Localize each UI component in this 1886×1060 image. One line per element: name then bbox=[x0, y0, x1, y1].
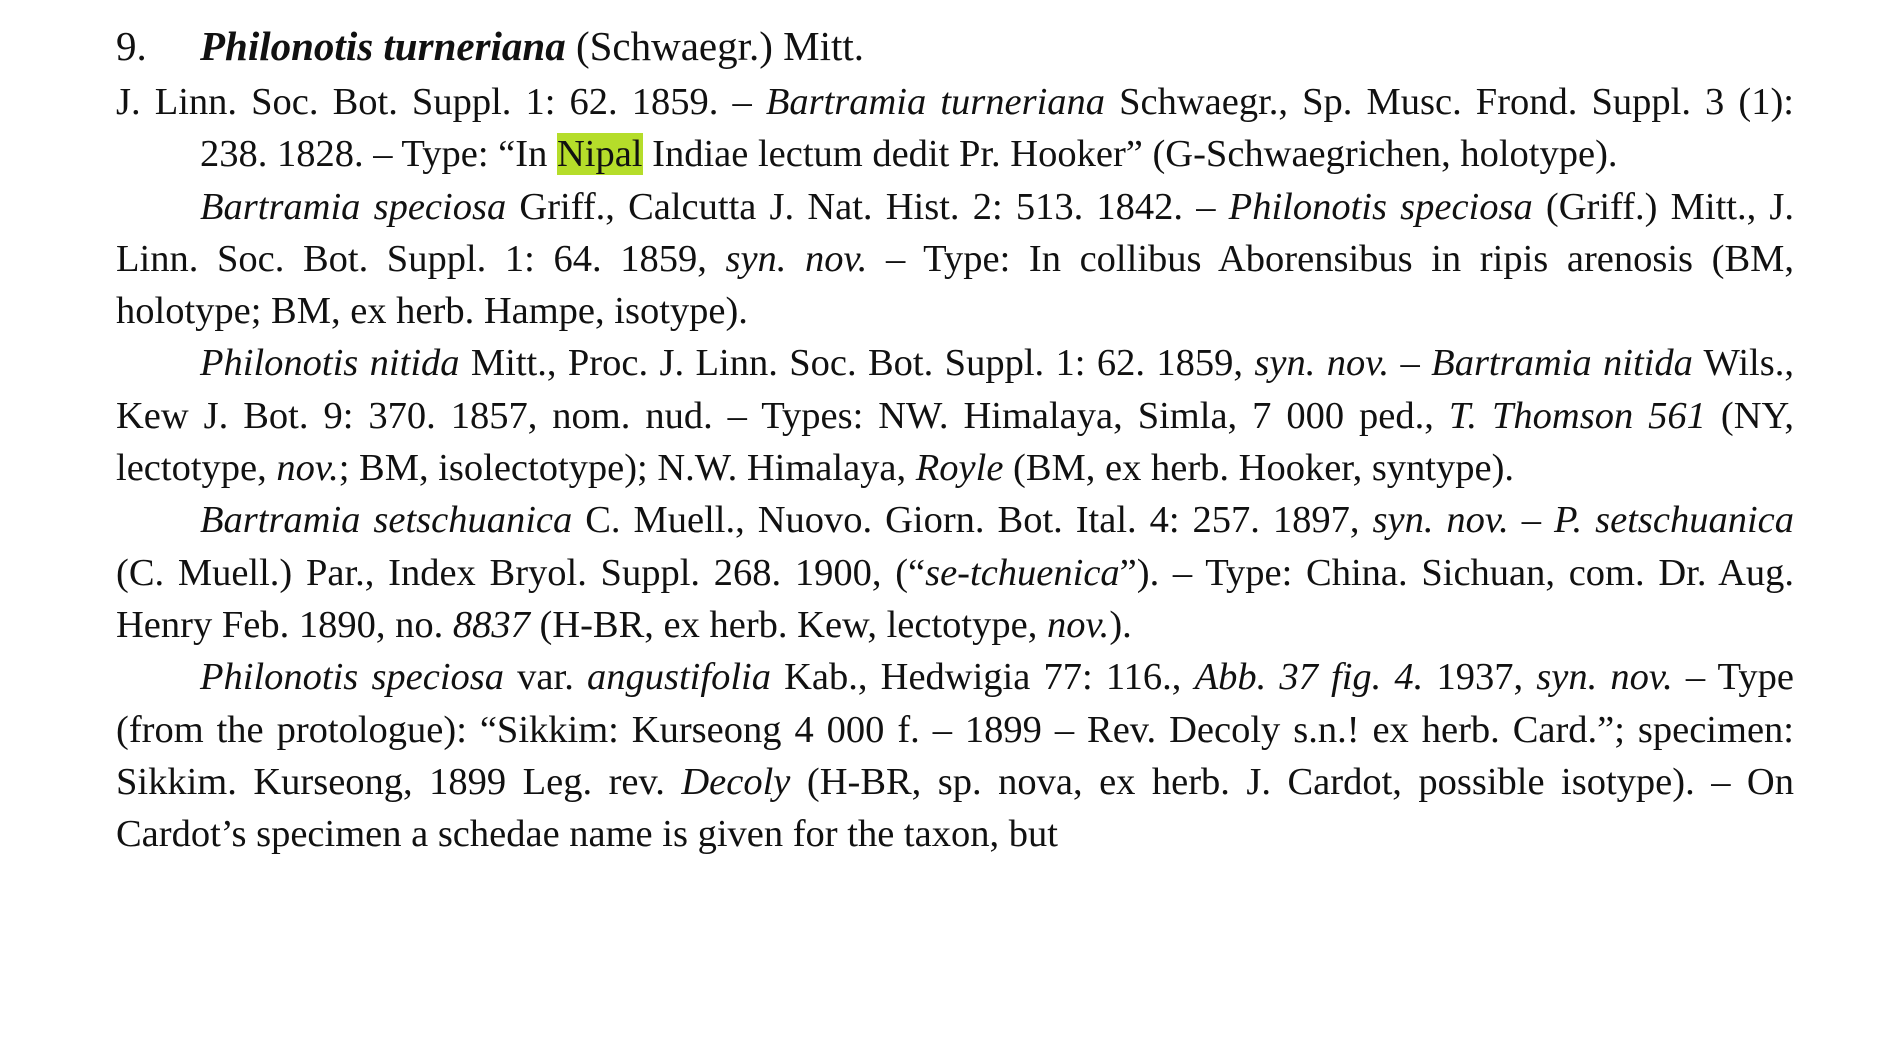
italic-text: Bartramia nitida bbox=[1431, 342, 1693, 385]
text-segment: – Type: In collibus Aborensibus in ripis arenosis (BM, holotype; BM, ex herb. Hampe, isotype). bbox=[116, 237, 1794, 333]
synonymy-paragraph bbox=[116, 181, 1794, 338]
text-segment: Schwaegr., Sp. Musc. Frond. Suppl. 3 (1): 238. 1828. – Type: “In bbox=[200, 81, 1794, 176]
text-segment: (H-BR, ex herb. Kew, lectotype, bbox=[529, 603, 1047, 646]
synonymy-body bbox=[116, 76, 1794, 860]
italic-text: nov. bbox=[276, 447, 339, 490]
text-segment: (Griff.) Mitt., J. Linn. Soc. Bot. Suppl. 1: 64. 1859, bbox=[116, 185, 1794, 280]
highlighted-text: Nipal bbox=[556, 133, 643, 176]
document-page bbox=[116, 18, 1794, 860]
text-segment: – bbox=[1508, 499, 1554, 542]
italic-text: nov. bbox=[1046, 603, 1110, 646]
italic-text: Philonotis speciosa bbox=[200, 656, 505, 699]
species-authority: (Schwaegr.) Mitt. bbox=[565, 23, 865, 69]
species-name: Philonotis turneriana bbox=[200, 23, 566, 69]
italic-text: Decoly bbox=[681, 760, 791, 803]
text-segment: Kab., Hedwigia 77: 116., bbox=[770, 656, 1195, 699]
italic-text: syn. nov. bbox=[1254, 342, 1390, 385]
species-number: 9. bbox=[116, 23, 147, 69]
text-segment: C. Muell., Nuovo. Giorn. Bot. Ital. 4: 257. 1897, bbox=[572, 499, 1373, 542]
italic-text: Bartramia setschuanica bbox=[200, 499, 573, 542]
text-segment: ”). – Type: China. Sichuan, com. Dr. Aug. Henry Feb. 1890, no. bbox=[116, 551, 1794, 646]
italic-text: syn. nov. bbox=[1372, 499, 1509, 542]
italic-text: Philonotis speciosa bbox=[1228, 185, 1533, 228]
text-segment: J. Linn. Soc. Bot. Suppl. 1: 62. 1859. – bbox=[116, 81, 766, 123]
text-segment: Mitt., Proc. J. Linn. Soc. Bot. Suppl. 1: 62. 1859, bbox=[459, 342, 1255, 385]
text-segment: Wils., Kew J. Bot. 9: 370. 1857, nom. nud. – Types: NW. Himalaya, Simla, 7 000 ped., bbox=[116, 342, 1794, 437]
italic-text: Philonotis nitida bbox=[200, 342, 460, 385]
synonymy-paragraph bbox=[116, 494, 1794, 651]
text-segment: – Type (from the protologue): “Sikkim: Kurseong 4 000 f. – 1899 – Rev. Decoly s.n.! ex herb. Card.”; specimen: Sikkim. Kurseong, 1899 Leg. rev. bbox=[116, 656, 1794, 803]
text-segment: (NY, lectotype, bbox=[116, 394, 1794, 490]
italic-text: Abb. 37 fig. 4. bbox=[1194, 656, 1424, 699]
species-heading bbox=[116, 18, 1794, 74]
italic-text: syn. nov. bbox=[725, 237, 868, 280]
italic-text: angustifolia bbox=[587, 656, 771, 699]
text-segment: var. bbox=[504, 656, 587, 699]
italic-text: Royle bbox=[915, 447, 1004, 490]
synonymy-paragraph bbox=[116, 76, 1794, 181]
text-segment: ). bbox=[1109, 603, 1132, 646]
italic-text: P. setschuanica bbox=[1553, 499, 1794, 542]
text-segment: Griff., Calcutta J. Nat. Hist. 2: 513. 1842. – bbox=[506, 185, 1229, 228]
text-segment: ; BM, isolectotype); N.W. Himalaya, bbox=[338, 447, 916, 490]
text-segment: Indiae lectum dedit Pr. Hooker” (G-Schwaegrichen, holotype). bbox=[642, 133, 1618, 176]
synonymy-paragraph bbox=[116, 337, 1794, 494]
italic-text: Bartramia speciosa bbox=[200, 185, 507, 228]
italic-text: syn. nov. bbox=[1536, 656, 1673, 699]
text-segment: – bbox=[1389, 342, 1432, 385]
synonymy-paragraph bbox=[116, 651, 1794, 860]
italic-text: T. Thomson 561 bbox=[1448, 394, 1706, 437]
text-segment: (H-BR, sp. nova, ex herb. J. Cardot, possible isotype). – On Cardot’s specimen a schedae name is given for the taxon, but bbox=[116, 760, 1794, 856]
italic-text: Bartramia turneriana bbox=[765, 81, 1106, 123]
text-segment: 1937, bbox=[1423, 656, 1537, 699]
italic-text: se-tchuenica bbox=[925, 551, 1120, 594]
text-segment: (BM, ex herb. Hooker, syntype). bbox=[1003, 447, 1515, 490]
italic-text: 8837 bbox=[452, 603, 530, 646]
text-segment: (C. Muell.) Par., Index Bryol. Suppl. 268. 1900, (“ bbox=[116, 551, 926, 594]
